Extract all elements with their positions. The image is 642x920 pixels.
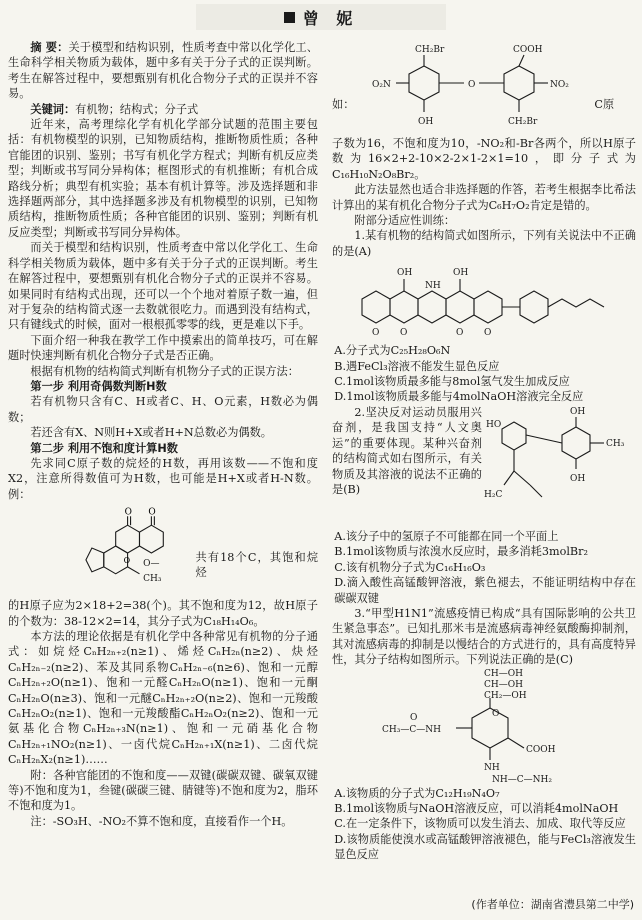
q3-option-a: A.该物质的分子式为C₁₂H₁₉N₄O₇ [334, 786, 500, 800]
q3-option-d: D.该物质能使溴水或高锰酸钾溶液褪色，能与FeCl₃溶液发生显色反应 [334, 832, 636, 862]
fig-label: O [484, 328, 492, 339]
fig-label: COOH [526, 744, 556, 755]
fig-label: O [400, 328, 408, 339]
q2-option-b: B.1mol该物质与浓溴水反应时，最多消耗3molBr₂ [334, 545, 588, 559]
header-bar [0, 0, 642, 34]
paragraph: 注：-SO₃H、-NO₂不算不饱和度，直接看作一个H。 [30, 814, 293, 828]
fig-label: NO₂ [550, 80, 570, 90]
fig-label: NH—C—NH₂ [492, 774, 552, 785]
fig-label: OH [418, 117, 434, 127]
right-column [332, 40, 636, 863]
q1-option-a: A.分子式为C₂₅H₂₈O₆N [334, 344, 451, 358]
fig-label: H₂C [484, 489, 503, 500]
fig-label: CH₃—C—NH [382, 724, 441, 735]
zanamivir-structure-icon [352, 668, 612, 786]
paragraph: 附：各种官能团的不饱和度——双键(碳碳双键、碳氧双键等)不饱和度为1，叁键(碳碳三键、腈键等)不饱和度为2，脂环不饱和度为1。 [8, 768, 318, 813]
example-two-figure [332, 40, 636, 136]
q2-option-a: A.该分子中的氢原子不可能都在同一个平面上 [334, 529, 559, 543]
paragraph: 而关于模型和结构识别，性质考查中常以化学化工、生命科学相关物质为载体，题中多有关于分子式的正误判断。考生在解答过程中，要想甄别有机化合物分子式的正误并不容易。如果同时有结构式出现，还可以一个个地对着原子数一遍，但对于复杂的结构简式逐一去数就很吃力。而遇到没有结构式，只有键线式的时候，面对一根根孤零零的线，更是难以下手。 [8, 241, 318, 332]
fig-label: O [410, 712, 418, 723]
fig-label: COOH [513, 45, 543, 55]
figure-prefix: 如： [332, 98, 355, 112]
paragraph: 下面介绍一种我在教学工作中摸索出的简单技巧，可在解题时快速判断有机化合物分子式是否正确。 [8, 333, 318, 363]
paragraph: 若有机物只含有C、H或者C、H、O元素，H数必为偶数； [8, 395, 318, 424]
q1-option-d: D.1mol该物质最多能与4molNaOH溶液完全反应 [334, 390, 584, 404]
methoxy-label: O—CH₃ [143, 558, 162, 585]
paragraph: 若还含有X、N则H+X或者H+N总数必为偶数。 [30, 426, 272, 440]
abstract: 摘 要：关于模型和结构识别，性质考查中常以化学化工、生命科学相关物质为载体，题中多有关于分子式的正误判断。考生在解答过程中，要想甄别有机化合物分子式的正误并不容易。 [8, 41, 318, 101]
fig-label: CH—OH [484, 679, 523, 690]
fig-label: O [456, 328, 464, 339]
paragraph: 子数为16，不饱和度为10，-NO₂和-Br各两个，所以H原子数为16×2+2-10×2-2×1-2×1=10，即分子式为C₁₆H₁₀N₂O₈Br₂。 [332, 137, 636, 181]
author-header [284, 6, 359, 29]
paragraph: 的H原子应为2×18+2=38(个)。其不饱和度为12，故H原子的个数为：38-12×2=14，其分子式为C₁₈H₁₄O₆。 [8, 599, 318, 628]
q3-option-b: B.1mol该物质与NaOH溶液反应，可以消耗4molNaOH [334, 801, 619, 815]
question-one-figure [332, 259, 636, 343]
question-one: 1.某有机物的结构简式如图所示，下列有关说法中不正确的是(A) [332, 229, 636, 258]
svg-text:O: O [148, 507, 156, 518]
example-structure-figure [78, 502, 318, 598]
fig-label: O [468, 80, 476, 90]
fig-label: CH—OH [484, 668, 523, 679]
question-three: 3.“甲型H1N1”流感疫情已构成“具有国际影响的公共卫生紧急事态”。已知扎那米韦是流感病毒神经氨酸酶抑制剂，其对流感病毒的抑制是以慢结合的方式进行的，具有高度特异性，其分子结构如图所示。下列说法正确的是(C) [332, 606, 636, 667]
q1-option-b: B.遇FeCl₃溶液不能发生显色反应 [334, 359, 500, 373]
author-affiliation: (作者单位：湖南省澧县第二中学) [471, 898, 634, 911]
question-three-figure [332, 668, 636, 786]
step-one-title: 第一步 利用奇偶数判断H数 [30, 379, 167, 393]
fig-label: OH [397, 268, 413, 279]
fig-label: NH [425, 281, 441, 292]
stimulant-structure-icon [482, 405, 632, 529]
fig-label: CH₂—OH [484, 690, 527, 701]
q1-option-c: C.1mol该物质最多能与8mol氢气发生加成反应 [334, 375, 570, 389]
fig-label: CH₂Br [415, 45, 445, 55]
acridine-structure-icon [342, 259, 622, 343]
fig-label: HO [486, 419, 502, 430]
left-column [8, 40, 318, 829]
figure-suffix: C原 [594, 98, 615, 112]
fig-label: OH [453, 268, 469, 279]
fig-label: O [372, 328, 380, 339]
q2-option-c: C.该有机物分子式为C₁₆H₁₆O₃ [334, 560, 486, 574]
step-two-title: 第二步 利用不饱和度计算H数 [30, 441, 178, 455]
fig-label: O₂N [372, 80, 392, 90]
paragraph: 先求同C原子数的烷烃的H数，再用该数——不饱和度X2，注意所得数值可为H数，也可能是H+X或者H-N数。例： [8, 456, 318, 501]
fig-label: NH [484, 762, 500, 773]
paragraph: 本方法的理论依据是有机化学中各种常见有机物的分子通式：如烷烃CₙH₂ₙ₊₂(n≥1)、烯烃CₙH₂ₙ(n≥2)、炔烃CₙH₂ₙ₋₂(n≥2)、苯及其同系物CₙH₂ₙ₋₆(n≥6)、饱和一元醇CₙH₂ₙ₊₂O(n≥1)、饱和一元醛CₙH₂ₙO(n≥1)、饱和一元酮CₙH₂ₙO(n≥3)、饱和一元醚CₙH₂ₙ₊₂O(n≥2)、饱和一元羧酸CₙH₂ₙO₂(n≥1)、饱和一元羧酸酯CₙH₂ₙO₂(n≥2)、饱和一元氨基化合物CₙH₂ₙ₊₃N(n≥1)、饱和一元硝基化合物CₙH₂ₙ₊₁NO₂(n≥1)、一卤代烷CₙH₂ₙ₊₁X(n≥1)、二卤代烷CₙH₂ₙX₂(n≥1)…… [8, 630, 318, 767]
q2-option-d: D.滴入酸性高锰酸钾溶液，紫色褪去，不能证明结构中存在碳碳双键 [334, 576, 636, 605]
question-two-block [332, 405, 636, 529]
author-name: 曾 妮 [302, 8, 359, 28]
fig-label: CH₂Br [508, 117, 538, 127]
keywords: 关键词：有机物；结构式；分子式 [30, 102, 199, 116]
paragraph: 附部分适应性训练： [354, 214, 456, 228]
svg-text:O: O [123, 556, 131, 566]
paragraph: 根据有机物的结构简式判断有机物分子式的正误方法： [30, 364, 299, 378]
svg-text:O: O [124, 507, 132, 518]
q3-option-c: C.在一定条件下，该物质可以发生消去、加成、取代等反应 [334, 817, 626, 831]
square-bullet-icon [284, 12, 295, 23]
example-caption: 共有18个C，其饱和烷烃 [195, 550, 319, 580]
paragraph: 近年来，高考理综化学有机化学部分试题的范围主要包括：有机物模型的识别，已知物质结构，推断物质性质；各种官能团的识别、鉴别；书写有机化学方程式；判断有机反应类型；判断或书写同分异构体；框图形式的有机推断；有机合成路线分析；典型有机实验；基本有机计算等。涉及选择题和非选择题两部分，其中选择题多涉及有机物模型的识别，已知物质结构，推断物质性质；各种官能团的识别、鉴别；判断有机反应类型；判断或书写同分异构体。 [8, 118, 318, 239]
paragraph: 此方法显然也适合非选择题的作答，若考生根据李比希法计算出的某有机化合物分子式为C₆H₇O₂肯定是错的。 [332, 183, 636, 212]
fig-label: O [492, 708, 500, 719]
fig-label: OH [570, 473, 586, 484]
nitro-ester-structure-icon [354, 40, 594, 136]
fig-label: CH₃ [606, 438, 625, 449]
fig-label: OH [570, 406, 586, 417]
question-two: 2.坚决反对运动员服用兴奋剂，是我国支持“人文奥运”的重要体现。某种兴奋剂的结构简式如右图所示，有关物质及其溶液的说法不正确的是(B) [332, 405, 482, 496]
